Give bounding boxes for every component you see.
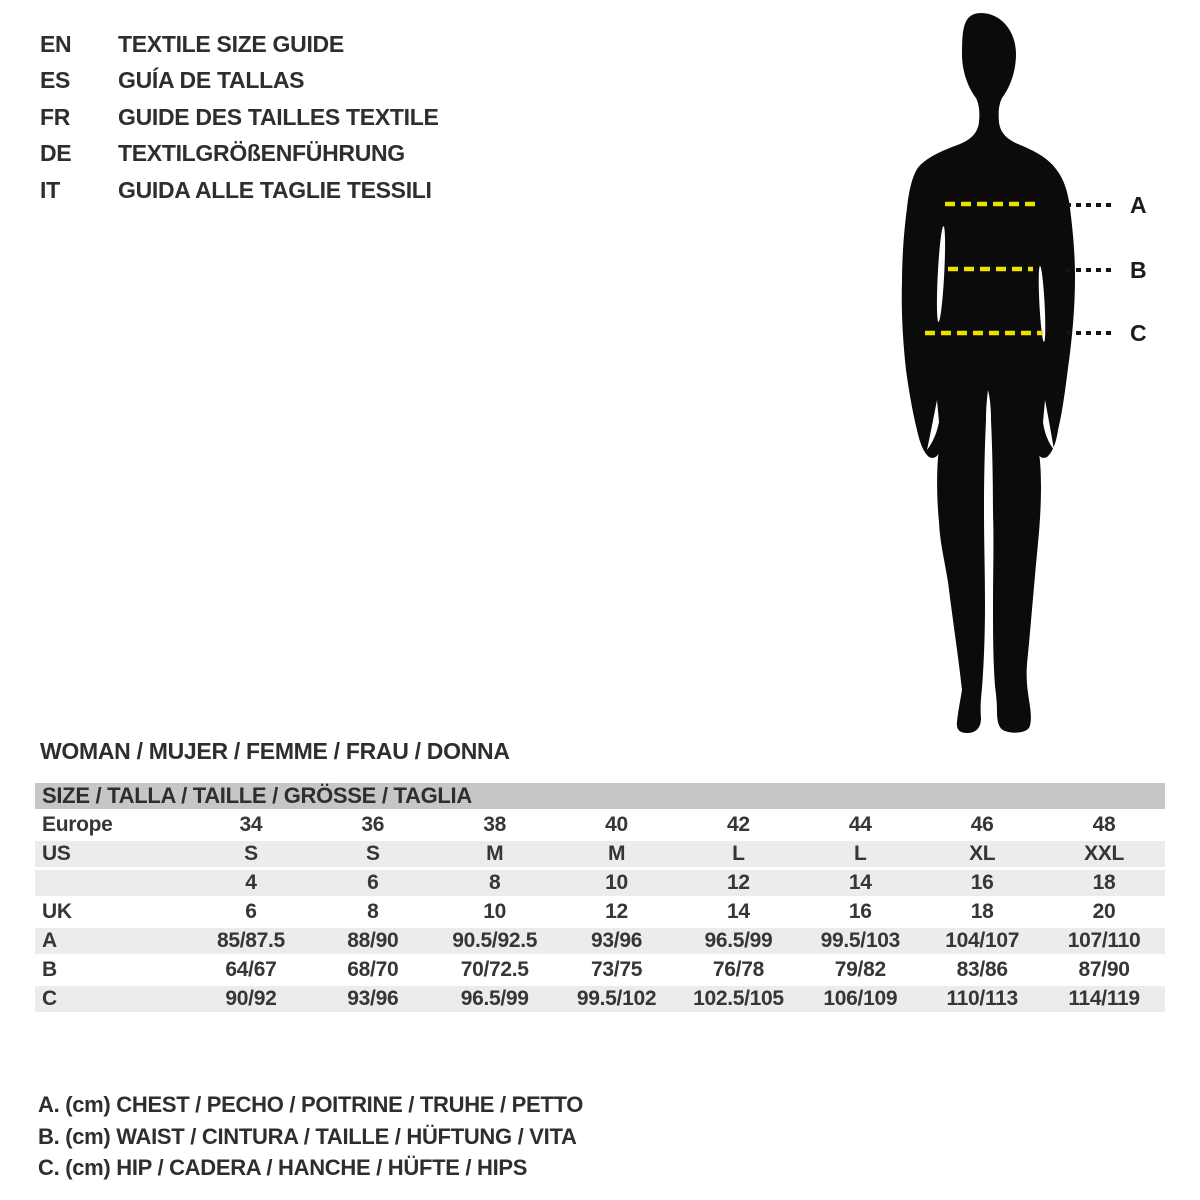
language-row: [40, 140, 439, 176]
size-cell: 16: [799, 899, 921, 928]
size-table-header-row: [35, 783, 1165, 812]
size-cell: 18: [921, 899, 1043, 928]
size-cell: 110/113: [921, 986, 1043, 1015]
size-cell: 87/90: [1043, 957, 1165, 986]
size-cell: 8: [312, 899, 434, 928]
size-cell: S: [190, 841, 312, 870]
size-cell: 6: [190, 899, 312, 928]
language-code: FR: [40, 103, 71, 130]
size-row-label: C: [35, 986, 190, 1015]
size-cell: 4: [190, 870, 312, 899]
size-cell: 99.5/102: [556, 986, 678, 1015]
size-table: [35, 783, 1165, 1015]
size-cell: 14: [799, 870, 921, 899]
size-cell: 102.5/105: [678, 986, 800, 1015]
size-cell: 83/86: [921, 957, 1043, 986]
size-cell: 68/70: [312, 957, 434, 986]
size-row-label: B: [35, 957, 190, 986]
size-cell: 6: [312, 870, 434, 899]
size-cell: 99.5/103: [799, 928, 921, 957]
size-table-header-cell: SIZE / TALLA / TAILLE / GRÖSSE / TAGLIA: [35, 783, 1165, 812]
language-row: [40, 104, 439, 140]
size-table-row: [35, 957, 1165, 986]
size-cell: 107/110: [1043, 928, 1165, 957]
size-cell: 42: [678, 812, 800, 841]
measure-label-hip: C: [1130, 320, 1147, 346]
legend-line-hip: C. (cm) HIP / CADERA / HANCHE / HÜFTE / HIPS: [38, 1155, 528, 1180]
measure-connector-b: [1066, 268, 1114, 272]
size-cell: 10: [556, 870, 678, 899]
measure-label-waist: B: [1130, 257, 1147, 283]
size-cell: 90/92: [190, 986, 312, 1015]
guide-title-es: GUÍA DE TALLAS: [118, 67, 305, 94]
measure-connector-a: [1066, 203, 1114, 207]
size-cell: 12: [678, 870, 800, 899]
size-cell: 88/90: [312, 928, 434, 957]
size-row-label: [35, 870, 190, 899]
woman-silhouette-figure: [894, 12, 1106, 734]
size-cell: XL: [921, 841, 1043, 870]
size-cell: 73/75: [556, 957, 678, 986]
guide-title-it: GUIDA ALLE TAGLIE TESSILI: [118, 176, 432, 203]
size-cell: 46: [921, 812, 1043, 841]
size-row-label: US: [35, 841, 190, 870]
size-row-label: A: [35, 928, 190, 957]
size-cell: 93/96: [556, 928, 678, 957]
size-table-row: [35, 841, 1165, 870]
size-cell: M: [556, 841, 678, 870]
measurement-legend: [38, 1089, 583, 1184]
size-cell: 20: [1043, 899, 1165, 928]
size-cell: 93/96: [312, 986, 434, 1015]
size-cell: 85/87.5: [190, 928, 312, 957]
size-cell: 36: [312, 812, 434, 841]
language-row: [40, 177, 439, 213]
size-cell: 8: [434, 870, 556, 899]
measure-label-chest: A: [1130, 192, 1147, 218]
size-cell: 18: [1043, 870, 1165, 899]
size-cell: 38: [434, 812, 556, 841]
size-cell: L: [678, 841, 800, 870]
size-cell: M: [434, 841, 556, 870]
size-cell: 96.5/99: [434, 986, 556, 1015]
woman-silhouette: [902, 13, 1075, 733]
size-cell: 12: [556, 899, 678, 928]
size-table-row: [35, 928, 1165, 957]
size-cell: XXL: [1043, 841, 1165, 870]
size-cell: 48: [1043, 812, 1165, 841]
language-code: ES: [40, 67, 71, 94]
size-cell: 34: [190, 812, 312, 841]
size-cell: L: [799, 841, 921, 870]
size-cell: S: [312, 841, 434, 870]
size-table-body: [35, 783, 1165, 1015]
language-code: DE: [40, 140, 72, 167]
guide-title-en: TEXTILE SIZE GUIDE: [118, 31, 344, 57]
size-cell: 10: [434, 899, 556, 928]
size-table-row: [35, 986, 1165, 1015]
size-cell: 70/72.5: [434, 957, 556, 986]
gender-section-title: WOMAN / MUJER / FEMME / FRAU / DONNA: [40, 738, 510, 764]
language-row: [40, 31, 439, 67]
size-cell: 96.5/99: [678, 928, 800, 957]
size-cell: 44: [799, 812, 921, 841]
measure-connector-c: [1066, 331, 1114, 335]
guide-title-fr: GUIDE DES TAILLES TEXTILE: [118, 103, 439, 130]
language-code: EN: [40, 31, 72, 57]
language-title-block: [40, 31, 439, 213]
legend-line-chest: A. (cm) CHEST / PECHO / POITRINE / TRUHE / PETTO: [38, 1092, 584, 1117]
guide-title-de: TEXTILGRÖßENFÜHRUNG: [118, 140, 405, 167]
size-row-label: Europe: [35, 812, 190, 841]
size-cell: 64/67: [190, 957, 312, 986]
size-cell: 14: [678, 899, 800, 928]
language-code: IT: [40, 176, 60, 203]
size-table-row: [35, 899, 1165, 928]
size-table-row: [35, 870, 1165, 899]
size-cell: 90.5/92.5: [434, 928, 556, 957]
size-row-label: UK: [35, 899, 190, 928]
legend-line-waist: B. (cm) WAIST / CINTURA / TAILLE / HÜFTUNG / VITA: [38, 1123, 577, 1149]
size-cell: 79/82: [799, 957, 921, 986]
size-cell: 76/78: [678, 957, 800, 986]
size-cell: 106/109: [799, 986, 921, 1015]
size-cell: 104/107: [921, 928, 1043, 957]
size-cell: 40: [556, 812, 678, 841]
language-row: [40, 67, 439, 103]
size-cell: 114/119: [1043, 986, 1165, 1015]
size-cell: 16: [921, 870, 1043, 899]
size-table-row: [35, 812, 1165, 841]
